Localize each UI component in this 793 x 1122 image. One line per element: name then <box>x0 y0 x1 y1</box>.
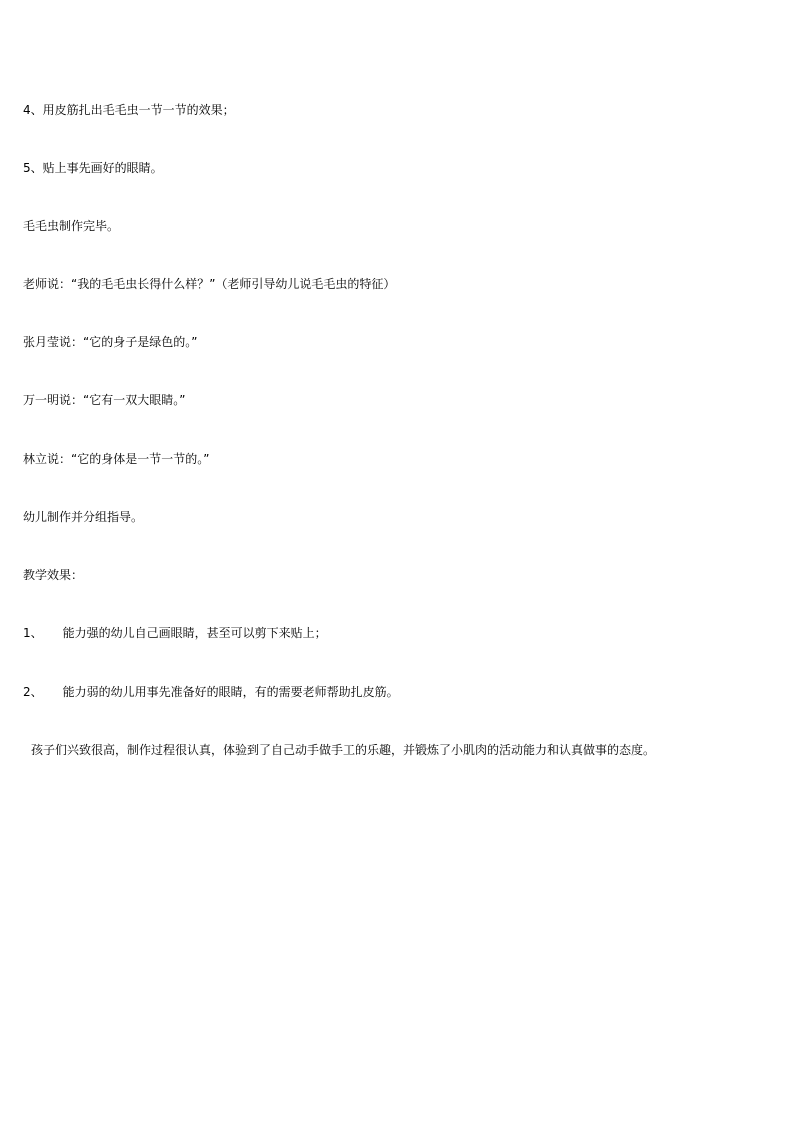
list-item <box>23 684 399 700</box>
paragraph-answer-wan: 万一明说：“它有一双大眼睛。” <box>23 393 186 407</box>
paragraph-step-5: 5、贴上事先画好的眼睛。 <box>23 161 163 175</box>
list-item-number: 1、 <box>23 626 43 640</box>
paragraph-step-4: 4、用皮筋扎出毛毛虫一节一节的效果； <box>23 103 235 117</box>
paragraph-guidance: 幼儿制作并分组指导。 <box>23 510 144 524</box>
paragraph-teacher-question: 老师说：“我的毛毛虫长得什么样？”（老师引导幼儿说毛毛虫的特征） <box>23 277 396 291</box>
paragraph-answer-zhang: 张月莹说：“它的身子是绿色的。” <box>23 335 198 349</box>
paragraph-complete: 毛毛虫制作完毕。 <box>23 219 120 233</box>
list-item <box>23 625 327 641</box>
list-item-text: 能力强的幼儿自己画眼睛，甚至可以剪下来贴上； <box>62 626 327 640</box>
list-item-text: 能力弱的幼儿用事先准备好的眼睛，有的需要老师帮助扎皮筋。 <box>62 685 399 699</box>
list-item-number: 2、 <box>23 685 43 699</box>
paragraph-effect-heading: 教学效果： <box>23 568 84 582</box>
paragraph-answer-lin: 林立说：“它的身体是一节一节的。” <box>23 452 210 466</box>
paragraph-summary: 孩子们兴致很高，制作过程很认真，体验到了自己动手做手工的乐趣，并锻炼了小肌肉的活动能力和认真做事的态度。 <box>31 743 656 757</box>
